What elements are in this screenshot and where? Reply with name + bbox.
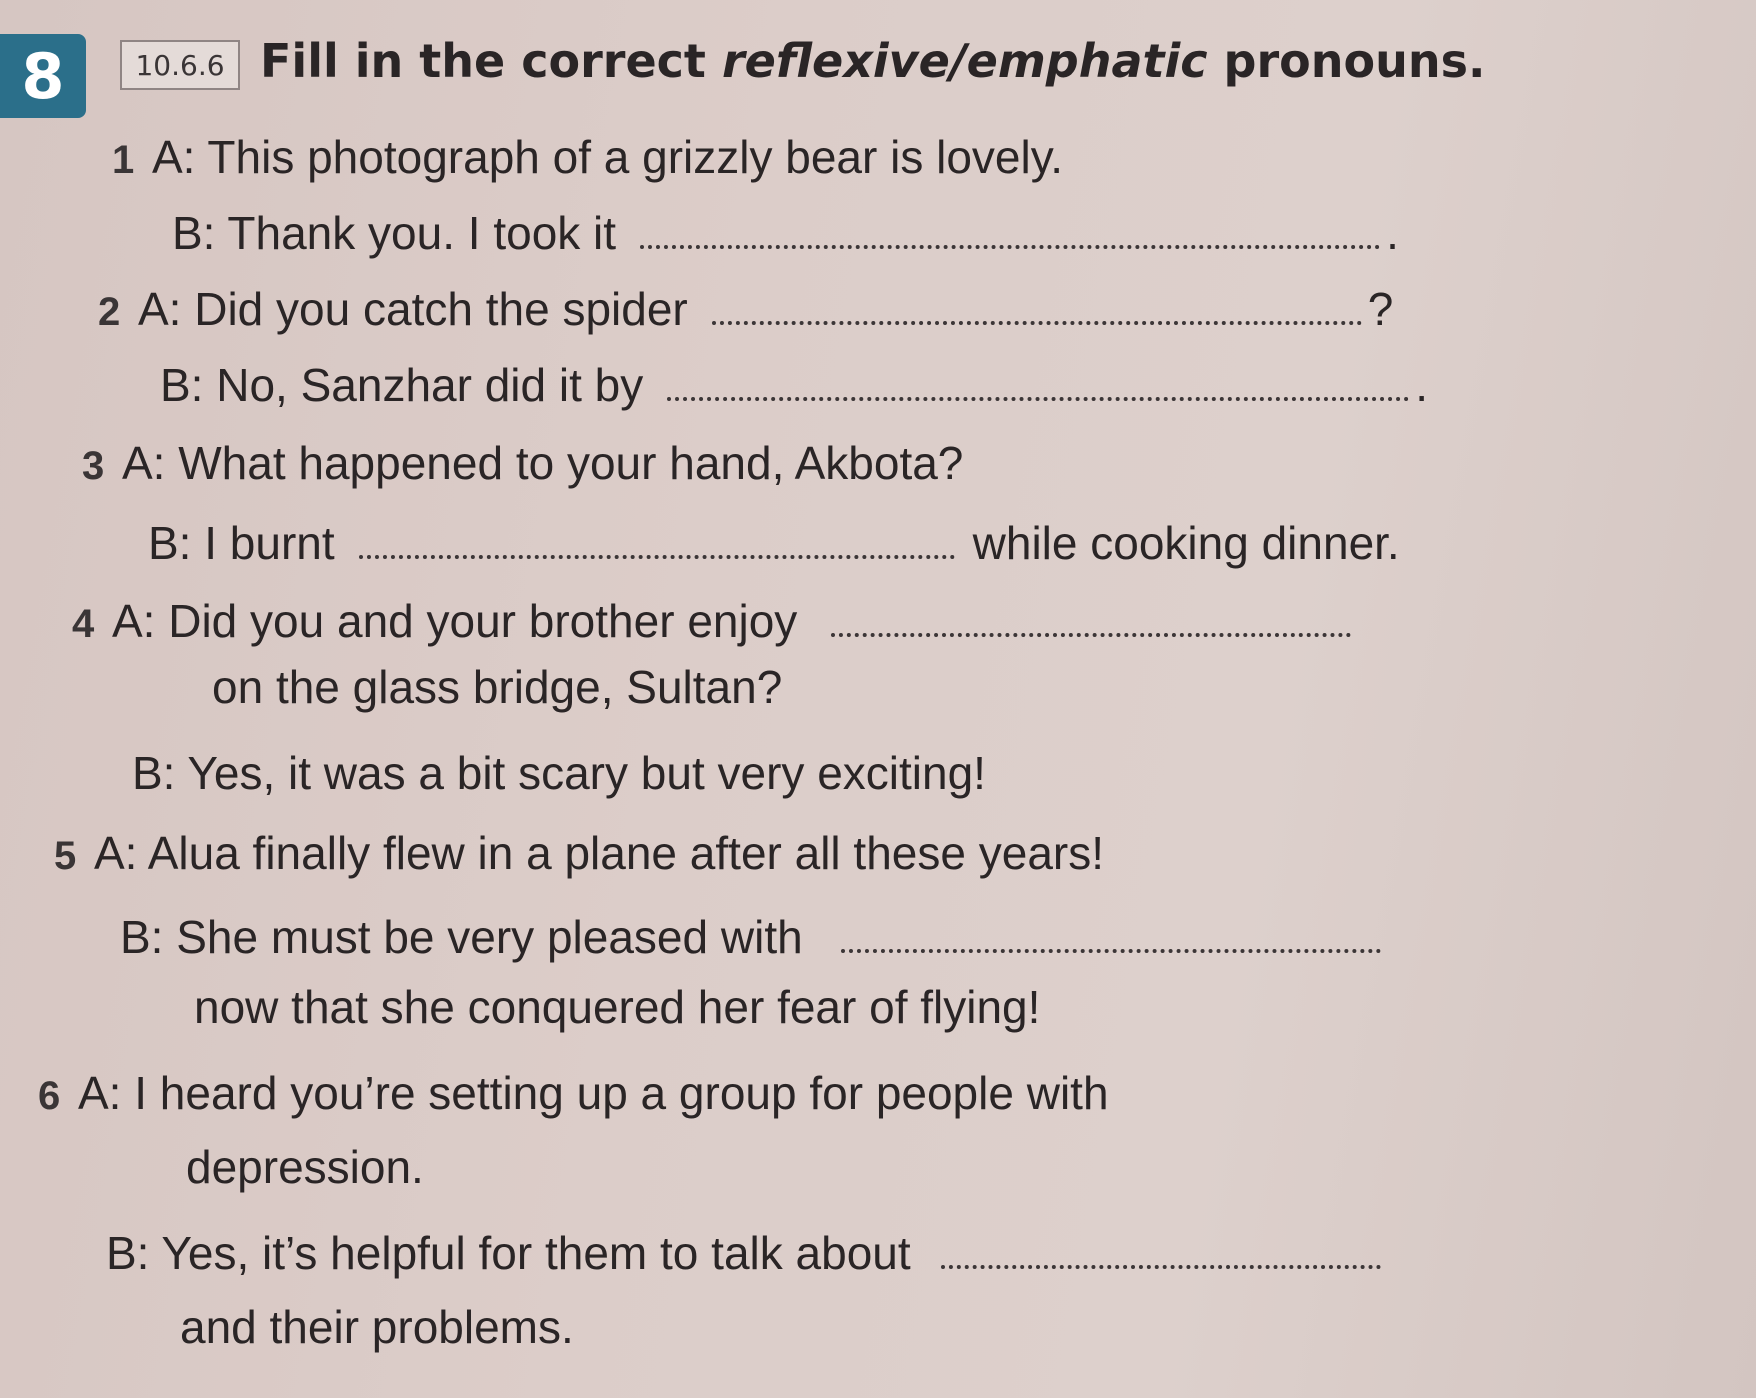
item-1-b-text: B: Thank you. I took it bbox=[172, 207, 617, 259]
item-1-a-line bbox=[112, 130, 1063, 184]
item-6-b-cont-text: and their problems. bbox=[180, 1301, 574, 1353]
item-2-a-text: A: Did you catch the spider bbox=[138, 283, 688, 335]
item-6-b-text: B: Yes, it’s helpful for them to talk about bbox=[106, 1227, 911, 1279]
item-number: 3 bbox=[82, 444, 105, 488]
item-5-a-text: A: Alua finally flew in a plane after all these years! bbox=[94, 827, 1105, 879]
item-number: 5 bbox=[54, 834, 77, 878]
item-6-a-text: A: I heard you’re setting up a group for people with bbox=[78, 1067, 1109, 1119]
item-4-a-continuation bbox=[212, 660, 782, 714]
exercise-number-badge: 8 bbox=[0, 34, 86, 118]
item-3-answer-blank[interactable] bbox=[359, 545, 955, 559]
instruction-text-a: Fill in the correct bbox=[260, 34, 722, 88]
item-2-b-end: . bbox=[1415, 359, 1429, 411]
item-3-a-text: A: What happened to your hand, Akbota? bbox=[122, 437, 964, 489]
item-2-a-end: ? bbox=[1367, 283, 1394, 335]
item-4-a-text: A: Did you and your brother enjoy bbox=[112, 595, 798, 647]
item-6-a-cont-text: depression. bbox=[186, 1141, 424, 1193]
item-4-b-line bbox=[132, 746, 986, 800]
item-6-answer-blank[interactable] bbox=[941, 1255, 1381, 1269]
item-5-answer-blank[interactable] bbox=[841, 939, 1381, 953]
item-4-a-cont-text: on the glass bridge, Sultan? bbox=[212, 661, 783, 713]
item-6-b-line bbox=[106, 1226, 1387, 1280]
item-2-b-answer-blank[interactable] bbox=[667, 387, 1409, 401]
item-6-a-continuation bbox=[186, 1140, 424, 1194]
item-2-a-answer-blank[interactable] bbox=[712, 311, 1362, 325]
item-5-b-text: B: She must be very pleased with bbox=[120, 911, 803, 963]
item-number: 6 bbox=[38, 1074, 61, 1118]
item-1-a-text: A: This photograph of a grizzly bear is lovely. bbox=[152, 131, 1064, 183]
item-1-answer-blank[interactable] bbox=[640, 235, 1380, 249]
item-5-a-line bbox=[54, 826, 1104, 880]
item-3-b-text: B: I burnt bbox=[148, 517, 335, 569]
item-5-b-continuation bbox=[194, 980, 1040, 1034]
item-1-b-end: . bbox=[1386, 207, 1399, 259]
item-3-a-line bbox=[82, 436, 963, 490]
item-4-a-line bbox=[72, 594, 1357, 648]
instruction-text-b: pronouns. bbox=[1207, 34, 1486, 88]
item-2-a-line bbox=[98, 282, 1393, 336]
item-2-b-line bbox=[160, 358, 1428, 412]
item-3-b-line bbox=[148, 516, 1400, 570]
item-4-b-text: B: Yes, it was a bit scary but very exciting! bbox=[132, 747, 986, 799]
item-1-b-line bbox=[172, 206, 1399, 260]
item-3-b-end: while cooking dinner. bbox=[972, 517, 1400, 569]
curriculum-code-box: 10.6.6 bbox=[120, 40, 240, 90]
instruction-text-emphasis: reflexive/emphatic bbox=[721, 34, 1208, 88]
item-number: 1 bbox=[112, 138, 135, 182]
item-2-b-text: B: No, Sanzhar did it by bbox=[160, 359, 644, 411]
item-number: 4 bbox=[72, 602, 95, 646]
item-5-b-line bbox=[120, 910, 1387, 964]
item-number: 2 bbox=[98, 290, 121, 334]
item-5-b-cont-text: now that she conquered her fear of flying! bbox=[194, 981, 1041, 1033]
item-6-a-line bbox=[38, 1066, 1109, 1120]
exercise-instruction bbox=[260, 34, 1485, 88]
item-4-answer-blank[interactable] bbox=[831, 623, 1351, 637]
item-6-b-continuation bbox=[180, 1300, 574, 1354]
